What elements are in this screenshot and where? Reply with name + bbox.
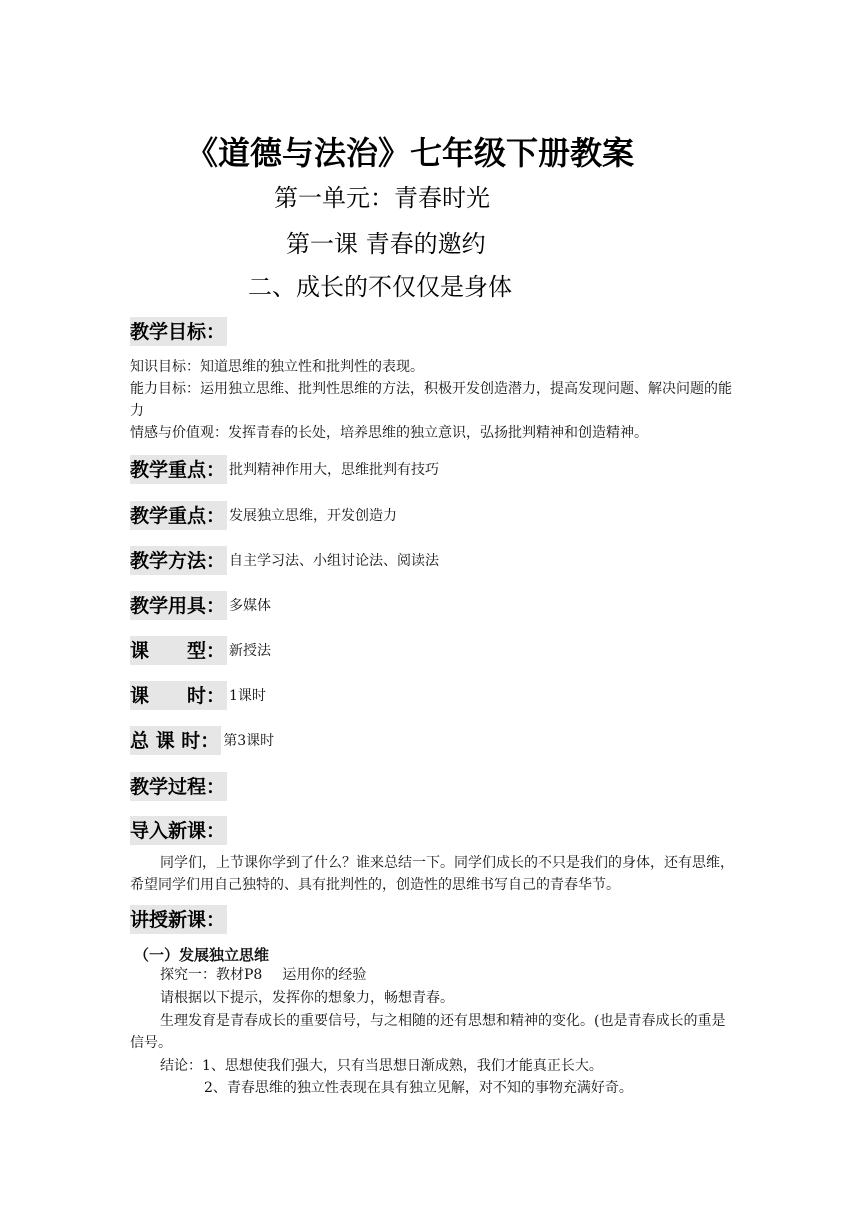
explore-title: 运用你的经验 <box>282 967 367 983</box>
field-value: 批判精神作用大，思维批判有技巧 <box>229 462 440 478</box>
objective-values: 情感与价值观：发挥青春的长处，培养思维的独立意识，弘扬批判精神和创造精神。 <box>130 425 648 441</box>
field-label: 教学方法： <box>130 546 227 575</box>
intro-heading: 导入新课： <box>130 816 227 845</box>
field-value: 多媒体 <box>229 598 272 614</box>
field-hours <box>130 681 266 709</box>
field-label: 教学用具： <box>130 591 227 620</box>
field-label: 课 型： <box>130 636 227 665</box>
explore-line <box>160 964 366 986</box>
body-text: 生理发育是青春成长的重要信号，与之相随的还有思想和精神的变化。(也是青春成长的重是信号。 <box>130 1013 726 1051</box>
field-value: 新授法 <box>229 643 272 659</box>
objective-knowledge: 知识目标：知道思维的独立性和批判性的表现。 <box>130 359 424 375</box>
field-value: 1课时 <box>229 688 266 704</box>
field-label: 教学重点： <box>130 501 227 530</box>
field-value: 第3课时 <box>223 733 275 749</box>
intro-text: 同学们，上节课你学到了什么？谁来总结一下。同学们成长的不只是我们的身体，还有思维，希望同学们用自己独特的、具有批判性的，创造性的思维书写自己的青春华节。 <box>130 855 734 893</box>
field-type <box>130 636 271 664</box>
field-tools <box>130 591 271 619</box>
field-label: 总 课 时： <box>130 726 221 755</box>
new-lesson-heading: 讲授新课： <box>130 905 227 934</box>
section-title: 二、成长的不仅仅是身体 <box>248 273 512 301</box>
objective-ability: 能力目标：运用独立思维、批判性思维的方法，积极开发创造潜力，提高发现问题、解决问题的能力 <box>130 381 732 419</box>
field-label: 课 时： <box>130 681 227 710</box>
field-key-point-2 <box>130 501 397 529</box>
conclusion-1: 结论：1、思想使我们强大，只有当思想日渐成熟，我们才能真正长大。 <box>160 1058 603 1074</box>
field-key-point-1 <box>130 455 439 483</box>
lesson-title: 第一课 青春的邀约 <box>286 230 486 258</box>
explore-label: 探究一：教材P8 <box>160 967 263 983</box>
prompt-line: 请根据以下提示，发挥你的想象力，畅想青春。 <box>160 990 454 1006</box>
objectives-heading: 教学目标： <box>130 317 227 346</box>
conclusion-2: 2、青春思维的独立性表现在具有独立见解，对不知的事物充满好奇。 <box>204 1080 633 1096</box>
document-title: 《道德与法治》七年级下册教案 <box>186 134 635 172</box>
field-value: 发展独立思维，开发创造力 <box>229 508 398 524</box>
field-method <box>130 546 439 574</box>
field-total-hours <box>130 726 274 754</box>
objectives-text <box>130 356 734 444</box>
process-heading: 教学过程： <box>130 772 227 801</box>
subsection-title: （一）发展独立思维 <box>134 946 270 964</box>
field-value: 自主学习法、小组讨论法、阅读法 <box>229 553 440 569</box>
unit-title: 第一单元：青春时光 <box>274 184 490 212</box>
field-label: 教学重点： <box>130 455 227 484</box>
